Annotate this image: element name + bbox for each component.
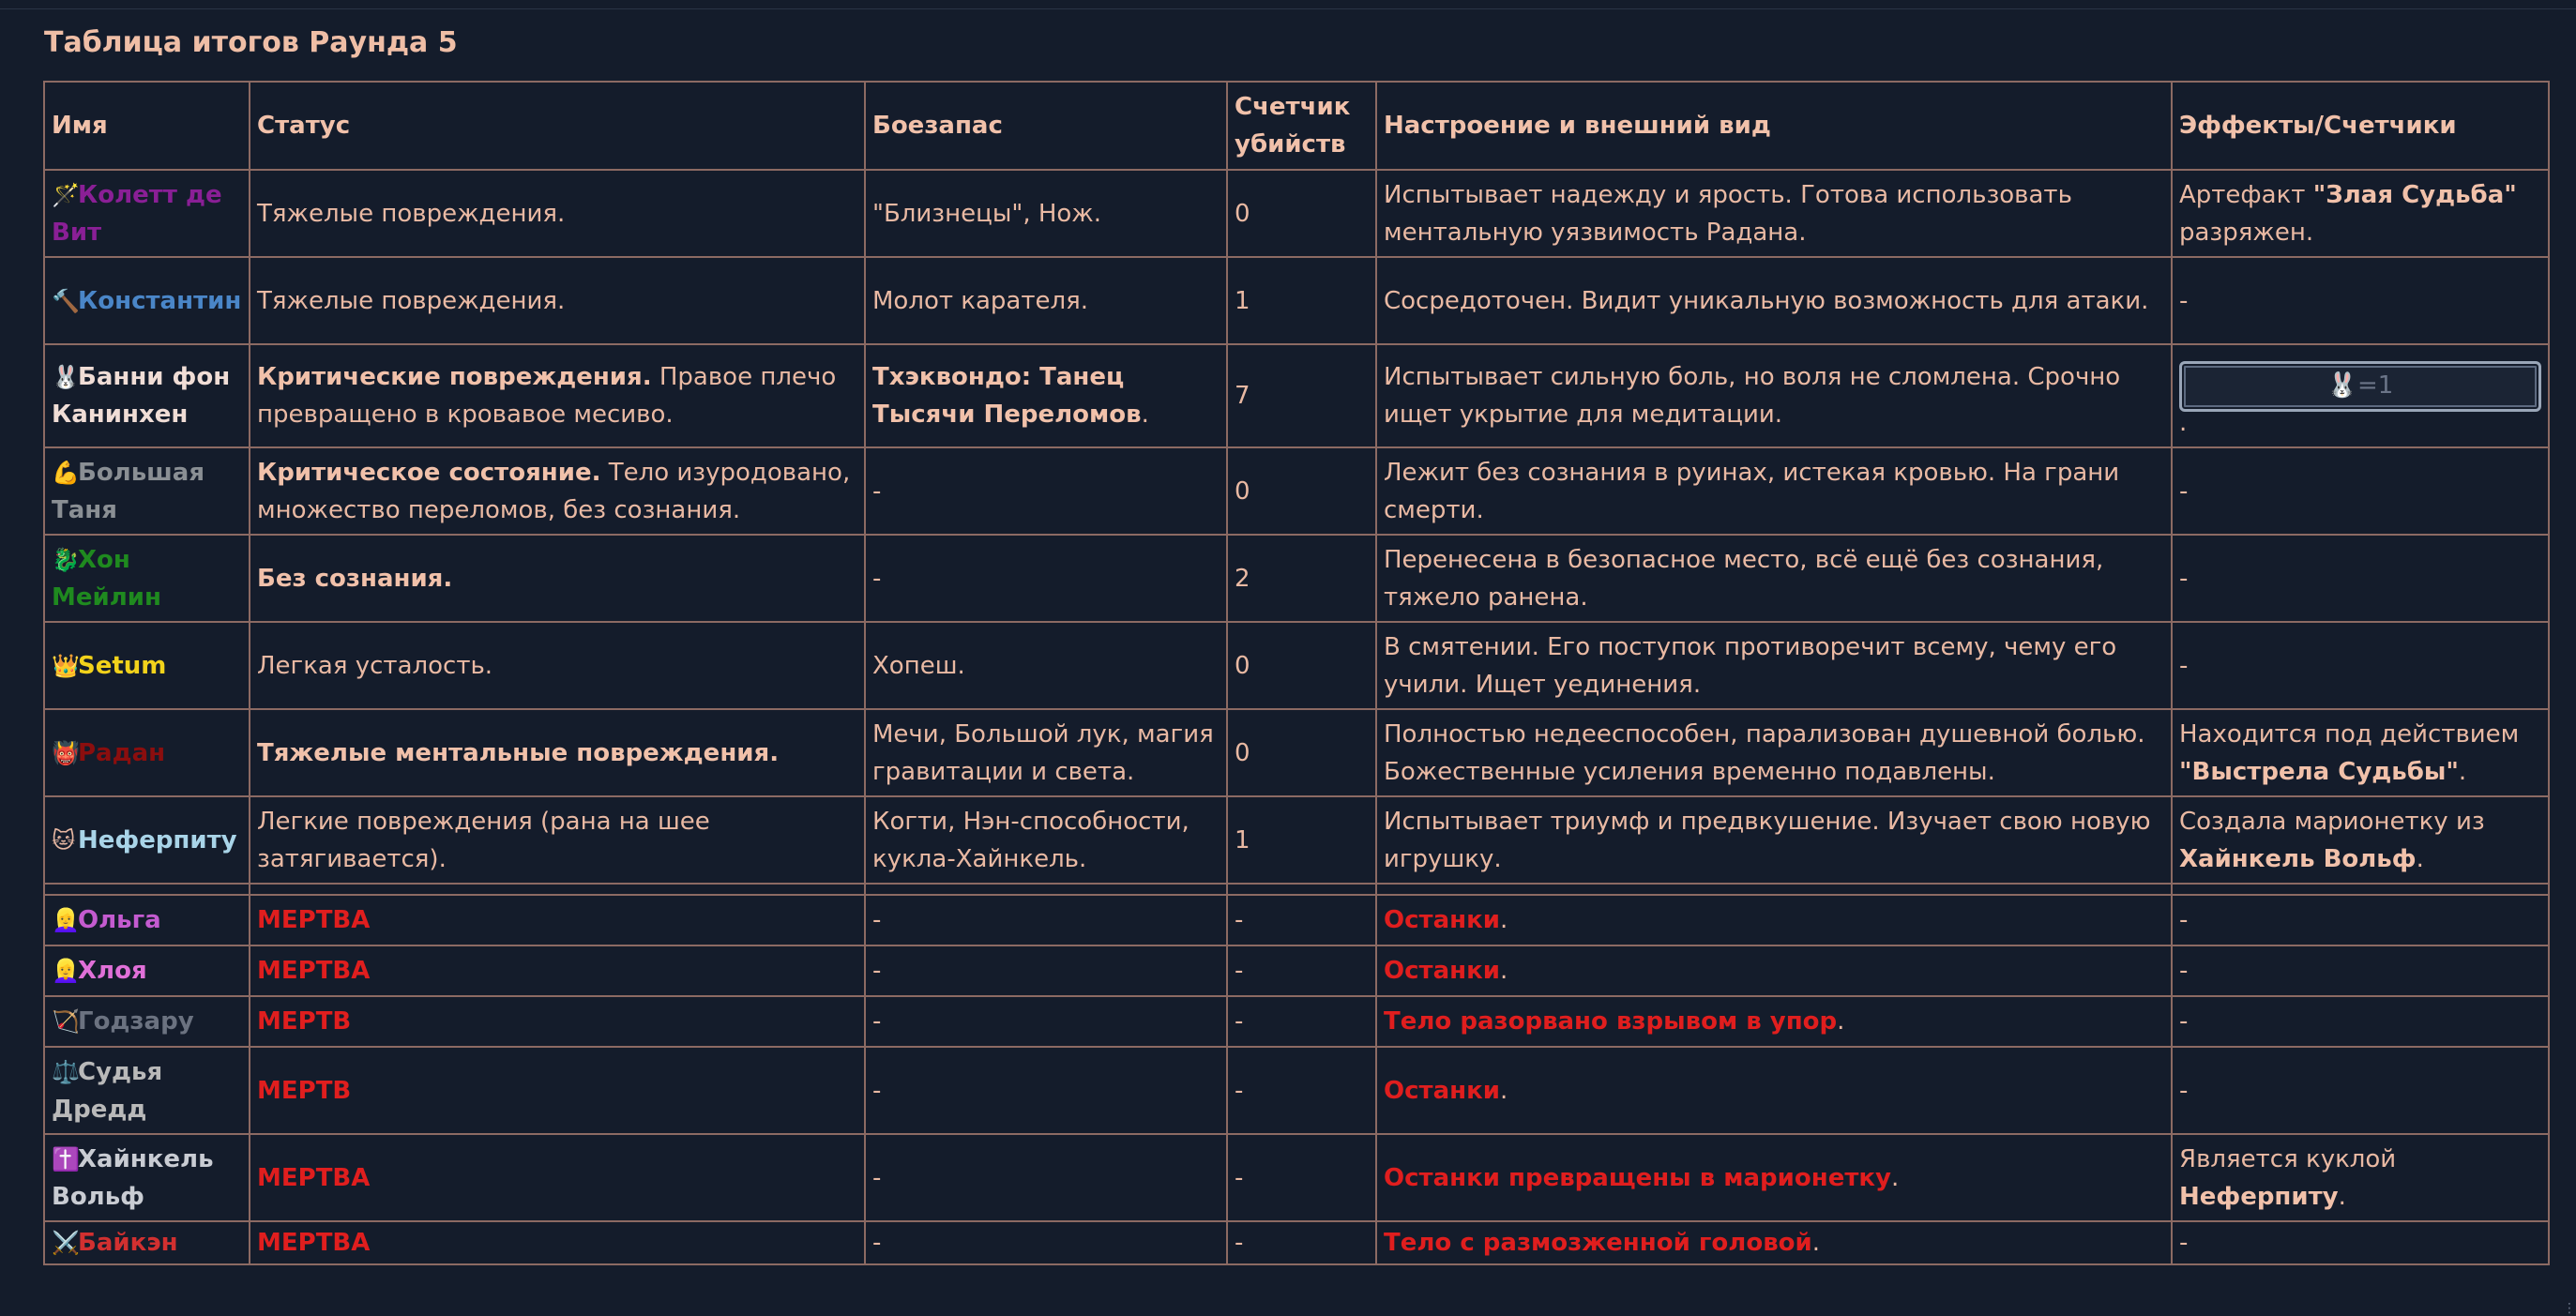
table-row-dead xyxy=(44,945,2549,996)
status-bold: Без сознания. xyxy=(257,565,452,593)
mood-cell xyxy=(1376,1221,2172,1264)
character-name: Банни фон Канинхен xyxy=(52,363,230,429)
table-header-row xyxy=(44,82,2549,170)
kills-cell xyxy=(1227,170,1376,257)
status-text: Легкая усталость. xyxy=(257,652,492,680)
latin-cross-icon: ✝️ xyxy=(52,1141,78,1178)
effects-cell xyxy=(2172,945,2549,996)
effects-cell xyxy=(2172,447,2549,535)
effect-bold: "Выстрела Судьбы" xyxy=(2179,758,2459,786)
name-cell xyxy=(44,447,250,535)
effect-text: - xyxy=(2179,565,2188,593)
effect-text: - xyxy=(2179,287,2188,315)
ammo-text: . xyxy=(1142,401,1149,429)
scales-icon: ⚖️ xyxy=(52,1053,78,1091)
separator-cell xyxy=(1376,884,2172,895)
mood-cell xyxy=(1376,447,2172,535)
character-name: Судья Дредд xyxy=(52,1058,162,1124)
character-name: Радан xyxy=(78,739,165,767)
header-mood: Настроение и внешний вид xyxy=(1376,82,2172,170)
ammo-text: - xyxy=(872,1007,881,1036)
mood-red-text: Останки xyxy=(1384,906,1500,934)
dragon-icon: 🐉 xyxy=(52,541,78,579)
effect-text: - xyxy=(2179,1229,2188,1257)
top-divider xyxy=(0,8,2576,9)
status-dead: МЕРТВ xyxy=(257,1007,351,1036)
ammo-cell xyxy=(865,344,1227,447)
name-cell xyxy=(44,170,250,257)
kills-cell xyxy=(1227,895,1376,945)
kills-value: - xyxy=(1235,906,1243,934)
ammo-cell xyxy=(865,535,1227,622)
effect-tail: . xyxy=(2459,758,2466,786)
ammo-cell xyxy=(865,447,1227,535)
table-row xyxy=(44,447,2549,535)
kills-cell xyxy=(1227,622,1376,709)
ammo-cell xyxy=(865,1134,1227,1221)
separator-cell xyxy=(250,884,865,895)
mood-text: Испытывает триумф и предвкушение. Изучает свою новую игрушку. xyxy=(1384,808,2150,873)
ammo-text: Хопеш. xyxy=(872,652,965,680)
table-row-dead xyxy=(44,895,2549,945)
mood-tail: . xyxy=(1500,906,1508,934)
status-cell xyxy=(250,447,865,535)
character-name: Большая Таня xyxy=(52,459,205,524)
status-bold: Критическое состояние. xyxy=(257,459,600,487)
kills-value: - xyxy=(1235,1164,1243,1192)
arrow-icon: 🏹 xyxy=(52,1003,78,1040)
mood-cell xyxy=(1376,796,2172,884)
table-row xyxy=(44,796,2549,884)
ammo-cell xyxy=(865,996,1227,1047)
ammo-cell xyxy=(865,1047,1227,1134)
effects-cell xyxy=(2172,1047,2549,1134)
crossed-swords-icon: ⚔️ xyxy=(52,1224,78,1262)
kills-cell xyxy=(1227,945,1376,996)
status-bold: Критические повреждения. xyxy=(257,363,652,391)
status-cell xyxy=(250,1047,865,1134)
name-cell xyxy=(44,257,250,344)
status-text: Тело изуродовано, множество переломов, без сознания. xyxy=(257,459,850,524)
effect-text: - xyxy=(2179,1077,2188,1105)
character-name: Хлоя xyxy=(78,957,147,985)
mood-cell xyxy=(1376,170,2172,257)
kills-cell xyxy=(1227,1134,1376,1221)
name-cell xyxy=(44,1221,250,1264)
separator-cell xyxy=(2172,884,2549,895)
name-cell xyxy=(44,344,250,447)
status-text: Легкие повреждения (рана на шее затягивается). xyxy=(257,808,710,873)
mood-cell xyxy=(1376,1134,2172,1221)
ammo-text: Мечи, Большой лук, магия гравитации и света. xyxy=(872,720,1214,786)
kills-value: - xyxy=(1235,957,1243,985)
table-row xyxy=(44,709,2549,796)
mood-red-text: Тело разорвано взрывом в упор xyxy=(1384,1007,1837,1036)
mood-cell xyxy=(1376,535,2172,622)
name-cell xyxy=(44,622,250,709)
ammo-text: - xyxy=(872,477,881,506)
ammo-text: "Близнецы", Нож. xyxy=(872,200,1101,228)
mood-cell xyxy=(1376,895,2172,945)
page-title: Таблица итогов Раунда 5 xyxy=(44,26,458,59)
kills-cell xyxy=(1227,535,1376,622)
effects-cell xyxy=(2172,622,2549,709)
status-cell xyxy=(250,1134,865,1221)
blonde-woman-icon: 👱‍♀️ xyxy=(52,901,78,939)
mood-cell xyxy=(1376,1047,2172,1134)
mood-red-text: Тело с размозженной головой xyxy=(1384,1229,1812,1257)
status-cell xyxy=(250,895,865,945)
kills-value: 2 xyxy=(1235,565,1250,593)
status-cell xyxy=(250,945,865,996)
table-row xyxy=(44,622,2549,709)
flexed-biceps-icon: 💪 xyxy=(52,454,78,492)
status-dead: МЕРТВА xyxy=(257,957,370,985)
effect-text: - xyxy=(2179,1007,2188,1036)
mood-tail: . xyxy=(1837,1007,1844,1036)
effect-text: Находится под действием xyxy=(2179,720,2519,749)
mood-red-text: Останки превращены в марионетку xyxy=(1384,1164,1891,1192)
status-cell xyxy=(250,344,865,447)
effect-bold: "Злая Судьба" xyxy=(2313,181,2517,209)
kills-value: 0 xyxy=(1235,739,1250,767)
effect-bold: Хайнкель Вольф xyxy=(2179,845,2417,873)
table-row xyxy=(44,170,2549,257)
ammo-cell xyxy=(865,1221,1227,1264)
character-name: Ольга xyxy=(78,906,161,934)
name-cell xyxy=(44,709,250,796)
ammo-bold: Тхэквондо: Танец Тысячи Переломов xyxy=(872,363,1142,429)
table-separator-row xyxy=(44,884,2549,895)
effects-cell xyxy=(2172,796,2549,884)
mood-cell xyxy=(1376,945,2172,996)
kills-value: - xyxy=(1235,1229,1243,1257)
separator-cell xyxy=(44,884,250,895)
table-body xyxy=(44,170,2549,1264)
separator-cell xyxy=(1227,884,1376,895)
status-text: Тяжелые повреждения. xyxy=(257,200,565,228)
effect-text: Является куклой xyxy=(2179,1145,2396,1173)
wand-icon: 🪄 xyxy=(52,176,78,214)
status-cell xyxy=(250,257,865,344)
effect-text: - xyxy=(2179,652,2188,680)
kills-value: 1 xyxy=(1235,826,1250,855)
effect-text: Артефакт xyxy=(2179,181,2313,209)
effects-cell xyxy=(2172,1134,2549,1221)
ammo-text: Молот карателя. xyxy=(872,287,1088,315)
name-cell xyxy=(44,895,250,945)
mood-cell xyxy=(1376,257,2172,344)
status-cell xyxy=(250,170,865,257)
header-status: Статус xyxy=(250,82,865,170)
effect-text: - xyxy=(2179,906,2188,934)
character-name: Неферпиту xyxy=(78,826,237,855)
table-row-dead xyxy=(44,1134,2549,1221)
mood-tail: . xyxy=(1891,1164,1899,1192)
ammo-cell xyxy=(865,709,1227,796)
kills-value: - xyxy=(1235,1077,1243,1105)
effect-bold: Неферпиту xyxy=(2179,1183,2339,1211)
effects-cell xyxy=(2172,257,2549,344)
ammo-cell xyxy=(865,170,1227,257)
status-text: Правое плечо превращено в кровавое месиво. xyxy=(257,363,836,429)
kills-cell xyxy=(1227,257,1376,344)
ammo-text: - xyxy=(872,906,881,934)
kills-value: 0 xyxy=(1235,477,1250,506)
ammo-cell xyxy=(865,895,1227,945)
mood-cell xyxy=(1376,344,2172,447)
character-name: Хон Мейлин xyxy=(52,546,161,612)
effect-text: - xyxy=(2179,957,2188,985)
status-cell xyxy=(250,622,865,709)
kills-value: 0 xyxy=(1235,200,1250,228)
status-text: Тяжелые повреждения. xyxy=(257,287,565,315)
cat-face-icon: 🐱 xyxy=(52,822,78,859)
status-cell xyxy=(250,535,865,622)
separator-cell xyxy=(865,884,1227,895)
mood-cell xyxy=(1376,996,2172,1047)
character-name: Хайнкель Вольф xyxy=(52,1145,214,1211)
character-name: Байкэн xyxy=(78,1229,178,1257)
kills-cell xyxy=(1227,709,1376,796)
header-name: Имя xyxy=(44,82,250,170)
rabbit-icon: 🐰 xyxy=(2327,371,2357,400)
mood-tail: . xyxy=(1500,1077,1508,1105)
effects-cell xyxy=(2172,996,2549,1047)
mood-text: Лежит без сознания в руинах, истекая кровью. На грани смерти. xyxy=(1384,459,2119,524)
name-cell xyxy=(44,535,250,622)
ammo-cell xyxy=(865,257,1227,344)
mood-cell xyxy=(1376,622,2172,709)
mood-tail: . xyxy=(1812,1229,1820,1257)
effect-tail: . xyxy=(2417,845,2424,873)
ogre-mask-icon: 👹 xyxy=(52,734,78,772)
mood-text: Перенесена в безопасное место, всё ещё без сознания, тяжело ранена. xyxy=(1384,546,2103,612)
effects-cell xyxy=(2172,170,2549,257)
effect-tail: разряжен. xyxy=(2179,219,2313,247)
kills-cell xyxy=(1227,796,1376,884)
mood-text: Сосредоточен. Видит уникальную возможность для атаки. xyxy=(1384,287,2148,315)
status-dead: МЕРТВА xyxy=(257,906,370,934)
name-cell xyxy=(44,1047,250,1134)
kills-cell xyxy=(1227,996,1376,1047)
table-row-dead xyxy=(44,996,2549,1047)
ammo-text: - xyxy=(872,1077,881,1105)
status-cell xyxy=(250,996,865,1047)
kills-cell xyxy=(1227,344,1376,447)
ammo-text: - xyxy=(872,1229,881,1257)
ammo-text: Когти, Нэн-способности, кукла-Хайнкель. xyxy=(872,808,1190,873)
mood-tail: . xyxy=(1500,957,1508,985)
kills-value: - xyxy=(1235,1007,1243,1036)
effect-counter-value: =1 xyxy=(2357,371,2393,400)
character-name: Годзару xyxy=(78,1007,194,1036)
effects-cell xyxy=(2172,709,2549,796)
table-row-dead xyxy=(44,1221,2549,1264)
mood-text: Полностью недееспособен, парализован душевной болью. Божественные усиления временно подавлены. xyxy=(1384,720,2145,786)
effects-cell xyxy=(2172,535,2549,622)
kills-value: 0 xyxy=(1235,652,1250,680)
mood-text: В смятении. Его поступок противоречит всему, чему его учили. Ищет уединения. xyxy=(1384,633,2116,699)
status-cell xyxy=(250,796,865,884)
status-bold: Тяжелые ментальные повреждения. xyxy=(257,739,779,767)
status-dead: МЕРТВА xyxy=(257,1164,370,1192)
status-cell xyxy=(250,709,865,796)
ammo-text: - xyxy=(872,1164,881,1192)
name-cell xyxy=(44,945,250,996)
kills-cell xyxy=(1227,1047,1376,1134)
corner-glyph: ⋮ xyxy=(2563,1302,2576,1315)
effects-cell xyxy=(2172,1221,2549,1264)
header-effects: Эффекты/Счетчики xyxy=(2172,82,2549,170)
effect-text: Создала марионетку из xyxy=(2179,808,2485,836)
kills-cell xyxy=(1227,447,1376,535)
name-cell xyxy=(44,996,250,1047)
ammo-cell xyxy=(865,622,1227,709)
hammer-icon: 🔨 xyxy=(52,282,78,320)
results-table xyxy=(43,81,2550,1265)
mood-red-text: Останки xyxy=(1384,957,1500,985)
effect-text: - xyxy=(2179,477,2188,506)
table-row xyxy=(44,535,2549,622)
status-cell xyxy=(250,1221,865,1264)
header-ammo: Боезапас xyxy=(865,82,1227,170)
character-name: Колетт де Вит xyxy=(52,181,222,247)
effects-cell xyxy=(2172,344,2549,447)
mood-text: Испытывает сильную боль, но воля не сломлена. Срочно ищет укрытие для медитации. xyxy=(1384,363,2120,429)
table-row-dead xyxy=(44,1047,2549,1134)
kills-cell xyxy=(1227,1221,1376,1264)
status-dead: МЕРТВ xyxy=(257,1077,351,1105)
mood-cell xyxy=(1376,709,2172,796)
table-row xyxy=(44,257,2549,344)
ammo-cell xyxy=(865,945,1227,996)
name-cell xyxy=(44,1134,250,1221)
rabbit-icon: 🐰 xyxy=(52,358,78,396)
effects-cell xyxy=(2172,895,2549,945)
mood-text: Испытывает надежду и ярость. Готова использовать ментальную уязвимость Радана. xyxy=(1384,181,2072,247)
character-name: Константин xyxy=(78,287,241,315)
kills-value: 7 xyxy=(1235,382,1250,410)
ammo-cell xyxy=(865,796,1227,884)
ammo-text: - xyxy=(872,565,881,593)
crown-icon: 👑 xyxy=(52,647,78,685)
effect-counter-input[interactable] xyxy=(2179,361,2541,412)
mood-red-text: Останки xyxy=(1384,1077,1500,1105)
effect-tail: . xyxy=(2339,1183,2346,1211)
blonde-woman-icon: 👱‍♀️ xyxy=(52,952,78,990)
character-name: Setum xyxy=(78,652,166,680)
header-kills: Счетчик убийств xyxy=(1227,82,1376,170)
kills-value: 1 xyxy=(1235,287,1250,315)
status-dead: МЕРТВА xyxy=(257,1229,370,1257)
table-row xyxy=(44,344,2549,447)
effect-tail: . xyxy=(2179,412,2541,434)
ammo-text: - xyxy=(872,957,881,985)
name-cell xyxy=(44,796,250,884)
